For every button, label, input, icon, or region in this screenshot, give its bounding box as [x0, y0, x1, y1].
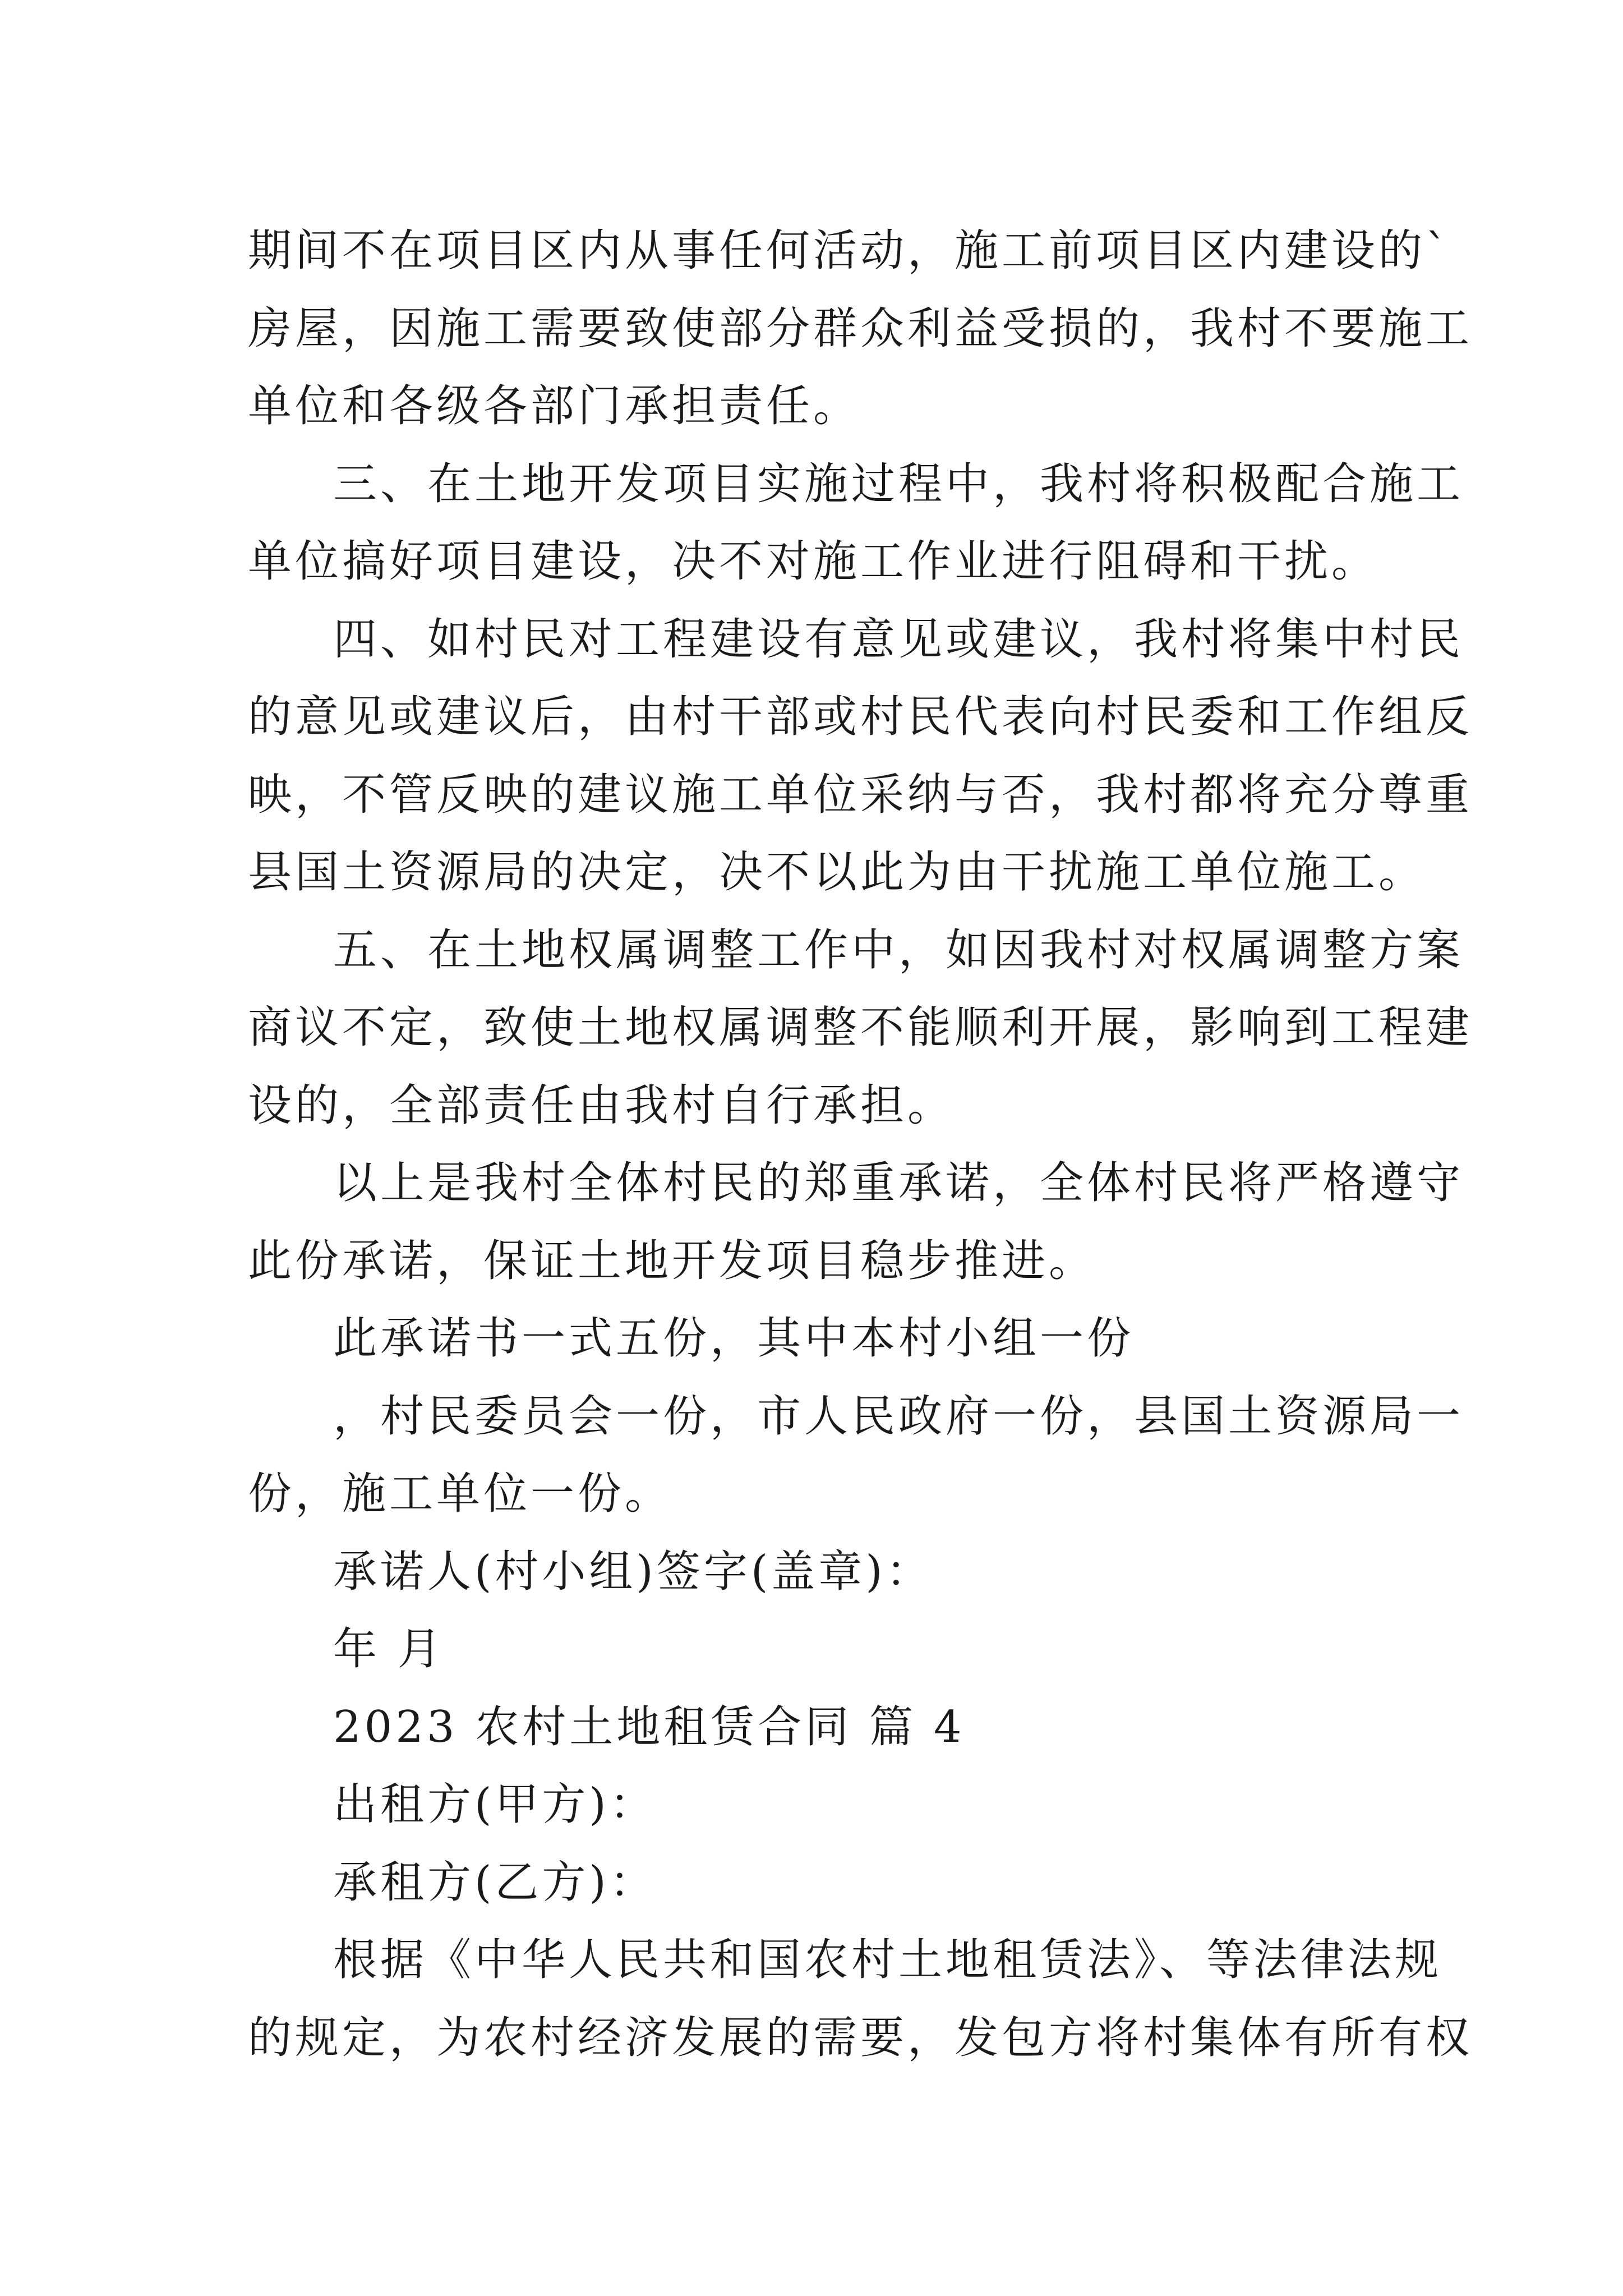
text-line: 商议不定，致使土地权属调整不能顺利开展，影响到工程建 — [248, 1002, 1473, 1053]
text-line: 的意见或建议后，由村干部或村民代表向村民委和工作组反 — [248, 692, 1473, 742]
text-line: 份，施工单位一份。 — [248, 1469, 672, 1519]
text-line: 承诺人(村小组)签字(盖章)： — [333, 1546, 933, 1597]
text-line: 此份承诺，保证土地开发项目稳步推进。 — [248, 1235, 1096, 1286]
text-line: 期间不在项目区内从事任何活动，施工前项目区内建设的` — [248, 226, 1451, 276]
text-line: ，村民委员会一份，市人民政府一份，县国土资源局一 — [333, 1391, 1464, 1442]
text-line: 四、如村民对工程建设有意见或建议，我村将集中村民 — [333, 614, 1464, 665]
text-line: 五、在土地权属调整工作中，如因我村对权属调整方案 — [333, 924, 1464, 976]
text-line: 映，不管反映的建议施工单位采纳与否，我村都将充分尊重 — [248, 769, 1473, 820]
text-line: 根据《中华人民共和国农村土地租赁法》、等法律法规 — [333, 1935, 1442, 1985]
text-line: 承租方(乙方)： — [333, 1857, 657, 1908]
text-line: 出租方(甲方)： — [333, 1779, 657, 1830]
text-line: 单位和各级各部门承担责任。 — [248, 381, 861, 431]
document-body — [248, 212, 1473, 2077]
text-line: 三、在土地开发项目实施过程中，我村将积极配合施工 — [333, 458, 1464, 509]
text-line: 县国土资源局的决定，决不以此为由干扰施工单位施工。 — [248, 847, 1426, 898]
text-line: 单位搞好项目建设，决不对施工作业进行阻碍和干扰。 — [248, 536, 1379, 587]
text-line: 房屋，因施工需要致使部分群众利益受损的，我村不要施工 — [248, 303, 1473, 354]
text-line: 此承诺书一式五份，其中本村小组一份 — [333, 1313, 1135, 1364]
text-line: 设的，全部责任由我村自行承担。 — [248, 1080, 955, 1131]
text-line: 2023 农村土地租赁合同 篇 4 — [333, 1701, 965, 1752]
text-line: 年 月 — [333, 1624, 445, 1674]
text-line: 以上是我村全体村民的郑重承诺，全体村民将严格遵守 — [333, 1158, 1464, 1208]
text-line: 的规定，为农村经济发展的需要，发包方将村集体有所有权 — [248, 2012, 1473, 2063]
